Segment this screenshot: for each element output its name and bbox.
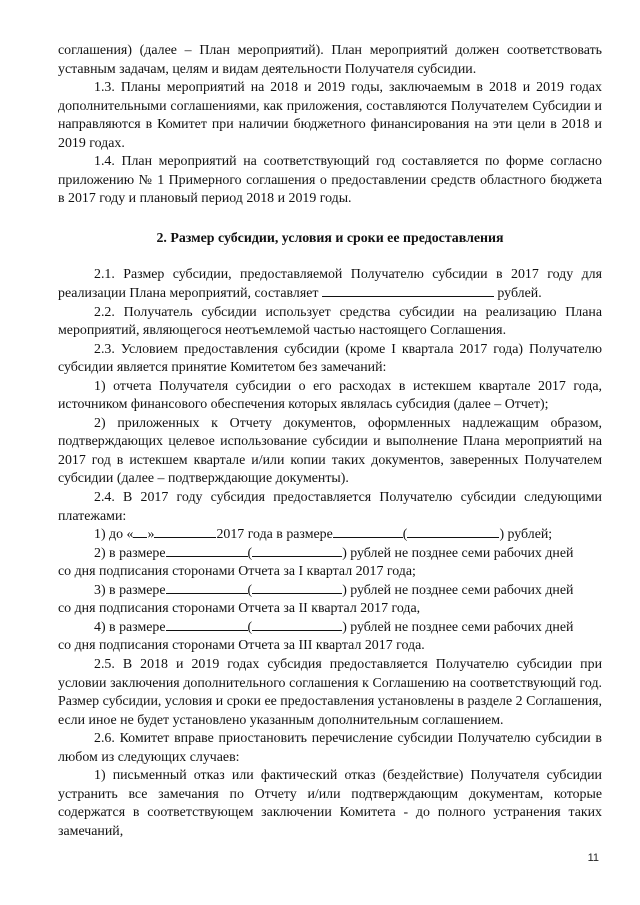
payment-1-paren: (: [402, 527, 408, 543]
payment-4-term: ) рублей не позднее семи рабочих дней: [342, 619, 574, 635]
month-blank: [154, 526, 216, 538]
page-number: 11: [587, 852, 599, 864]
paragraph-2-1-text: 2.1. Размер субсидии, предоставляемой Получателю субсидии в 2017 году для реализации Плана мероприятий, составляет: [58, 267, 602, 302]
payment-3: [58, 582, 602, 601]
payment-1: [58, 526, 602, 545]
paragraph-2-5: 2.5. В 2018 и 2019 годах субсидия предоставляется Получателю субсидии при условии заключения дополнительного соглашения к Соглашению на соответствующий год. Размер субсидии, условия и сроки ее предоставления установлены в разделе 2 Соглашения, если иное не будет установлено указанным дополнительным соглашением.: [58, 656, 602, 728]
payment-2-label: 2) в размере: [94, 545, 166, 561]
paragraph-2-2: 2.2. Получатель субсидии использует средства субсидии на реализацию Плана мероприятий, являющегося неотъемлемой частью настоящего Соглашения.: [58, 304, 602, 339]
payment-4-paren: (: [247, 619, 253, 635]
paragraph-2-6: 2.6. Комитет вправе приостановить перечисление субсидии Получателю субсидии в любом из следующих случаев:: [58, 731, 602, 765]
payment-4-tail: со дня подписания сторонами Отчета за III квартал 2017 года.: [58, 638, 425, 654]
payment-3-tail: со дня подписания сторонами Отчета за II квартал 2017 года,: [58, 601, 421, 617]
payment-2-tail: со дня подписания сторонами Отчета за I квартал 2017 года;: [58, 564, 416, 580]
payment-3-label: 3) в размере: [94, 582, 166, 598]
amount-words-blank: [407, 526, 499, 538]
amount-blank: [333, 526, 403, 538]
amount-blank: [166, 545, 248, 557]
payment-2-term: ) рублей не позднее семи рабочих дней: [342, 545, 574, 561]
amount-words-blank: [252, 619, 342, 631]
amount-words-blank: [252, 582, 342, 594]
paragraph-2-1: [58, 266, 602, 303]
paragraph-2-3: 2.3. Условием предоставления субсидии (кроме I квартала 2017 года) Получателю субсидии является принятие Комитетом без замечаний:: [58, 341, 602, 376]
payment-3-term: ) рублей не позднее семи рабочих дней: [342, 582, 574, 598]
payment-4: [58, 619, 602, 638]
paragraph-2-1-unit: рублей.: [497, 286, 542, 302]
paragraph-1-4: 1.4. План мероприятий на соответствующий год составляется по форме согласно приложению № 1 Примерного соглашения о предоставлении средств областного бюджета в 2017 году и плановый период 2018 и 2019 годы.: [58, 154, 602, 207]
section-2-heading: 2. Размер субсидии, условия и сроки ее предоставления: [156, 230, 504, 246]
paragraph-2-6-item-1: 1) письменный отказ или фактический отказ (бездействие) Получателя субсидии устранить все замечания по Отчету и/или подтверждающим документам, которые содержатся в соответствующем заключении Комитета - до полного устранения таких замечаний,: [58, 768, 602, 839]
paragraph-2-3-item-1: 1) отчета Получателя субсидии о его расходах в истекшем квартале 2017 года, источником финансового обеспечения которых являлась субсидия (далее – Отчет);: [58, 378, 602, 413]
payment-1-unit: ) рублей;: [499, 527, 553, 543]
document-body: [58, 42, 602, 841]
payment-3-paren: (: [247, 582, 253, 598]
payment-2-paren: (: [247, 545, 253, 561]
amount-blank: [166, 619, 248, 631]
payment-1-year: 2017 года в размере: [216, 527, 333, 543]
amount-blank: [322, 285, 494, 297]
paragraph-2-4: 2.4. В 2017 году субсидия предоставляется Получателю субсидии следующими платежами:: [58, 490, 602, 524]
amount-blank: [166, 582, 248, 594]
payment-2: [58, 545, 602, 564]
paragraph-1-2-continuation: соглашения) (далее – План мероприятий). План мероприятий должен соответствовать уставным задачам, целям и видам деятельности Получателя субсидии.: [58, 43, 602, 77]
amount-words-blank: [252, 545, 342, 557]
paragraph-2-3-item-2: 2) приложенных к Отчету документов, оформленных надлежащим образом, подтверждающих целевое использование субсидии и выполнение Плана мероприятий на 2017 год в истекшем квартале и/или копии таких документов, заверенных Получателем субсидии (далее – подтверждающие документы).: [58, 415, 602, 487]
payment-4-label: 4) в размере: [94, 619, 166, 635]
payment-1-quote: »: [147, 527, 155, 543]
day-blank: [133, 526, 147, 538]
paragraph-1-3: 1.3. Планы мероприятий на 2018 и 2019 годы, заключаемым в 2018 и 2019 годах дополнительными соглашениями, как приложения, составляются Получателем Субсидии и направляются в Комитет при наличии бюджетного финансирования на эти цели в 2018 и 2019 годах.: [58, 80, 602, 151]
payment-1-label: 1) до «: [94, 527, 134, 543]
